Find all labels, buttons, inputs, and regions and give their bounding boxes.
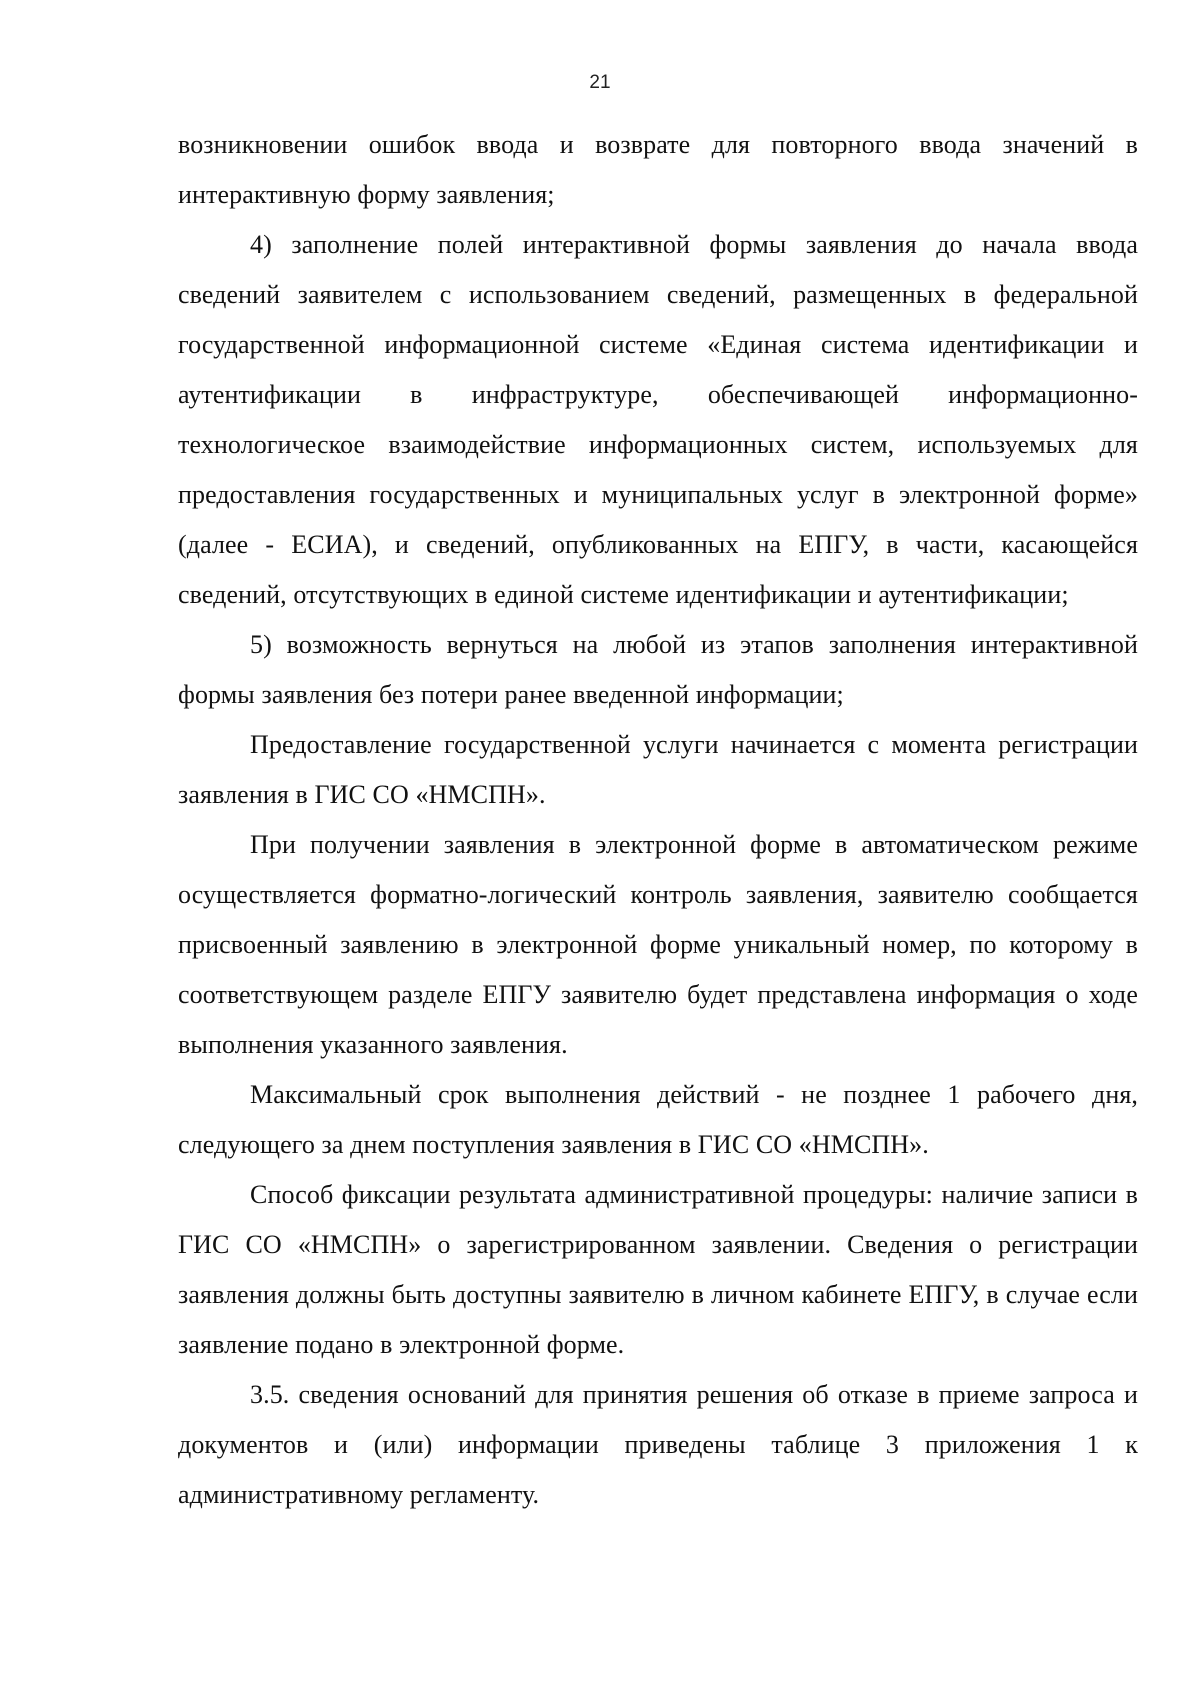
paragraph-service-start: Предоставление государственной услуги начинается с момента регистрации заявления в ГИС СО «НМСПН». — [178, 730, 1138, 809]
page-number: 21 — [589, 72, 611, 93]
paragraph-max-deadline: Максимальный срок выполнения действий - не позднее 1 рабочего дня, следующего за днем поступления заявления в ГИС СО «НМСПН». — [178, 1080, 1138, 1159]
paragraph-section-3-5: 3.5. сведения оснований для принятия решения об отказе в приеме запроса и документов и (или) информации приведены таблице 3 приложения 1 к административному регламенту. — [178, 1380, 1138, 1509]
paragraph-item-5: 5) возможность вернуться на любой из этапов заполнения интерактивной формы заявления без потери ранее введенной информации; — [178, 630, 1138, 709]
paragraph-electronic-receipt: При получении заявления в электронной форме в автоматическом режиме осуществляется форматно-логический контроль заявления, заявителю сообщается присвоенный заявлению в электронной форме уникальный номер, по которому в соответствующем разделе ЕПГУ заявителю будет представлена информация о ходе выполнения указанного заявления. — [178, 830, 1138, 1059]
paragraph-fixation-method: Способ фиксации результата административной процедуры: наличие записи в ГИС СО «НМСПН» о зарегистрированном заявлении. Сведения о регистрации заявления должны быть доступны заявителю в личном кабинете ЕПГУ, в случае если заявление подано в электронной форме. — [178, 1180, 1138, 1359]
document-body — [178, 120, 1138, 1520]
paragraph-item-4: 4) заполнение полей интерактивной формы заявления до начала ввода сведений заявителем с использованием сведений, размещенных в федеральной государственной информационной системе «Единая система идентификации и аутентификации в инфраструктуре, обеспечивающей информационно-технологическое взаимодействие информационных систем, используемых для предоставления государственных и муниципальных услуг в электронной форме» (далее - ЕСИА), и сведений, опубликованных на ЕПГУ, в части, касающейся сведений, отсутствующих в единой системе идентификации и аутентификации; — [178, 230, 1138, 609]
paragraph-continuation: возникновении ошибок ввода и возврате для повторного ввода значений в интерактивную форму заявления; — [178, 130, 1138, 209]
